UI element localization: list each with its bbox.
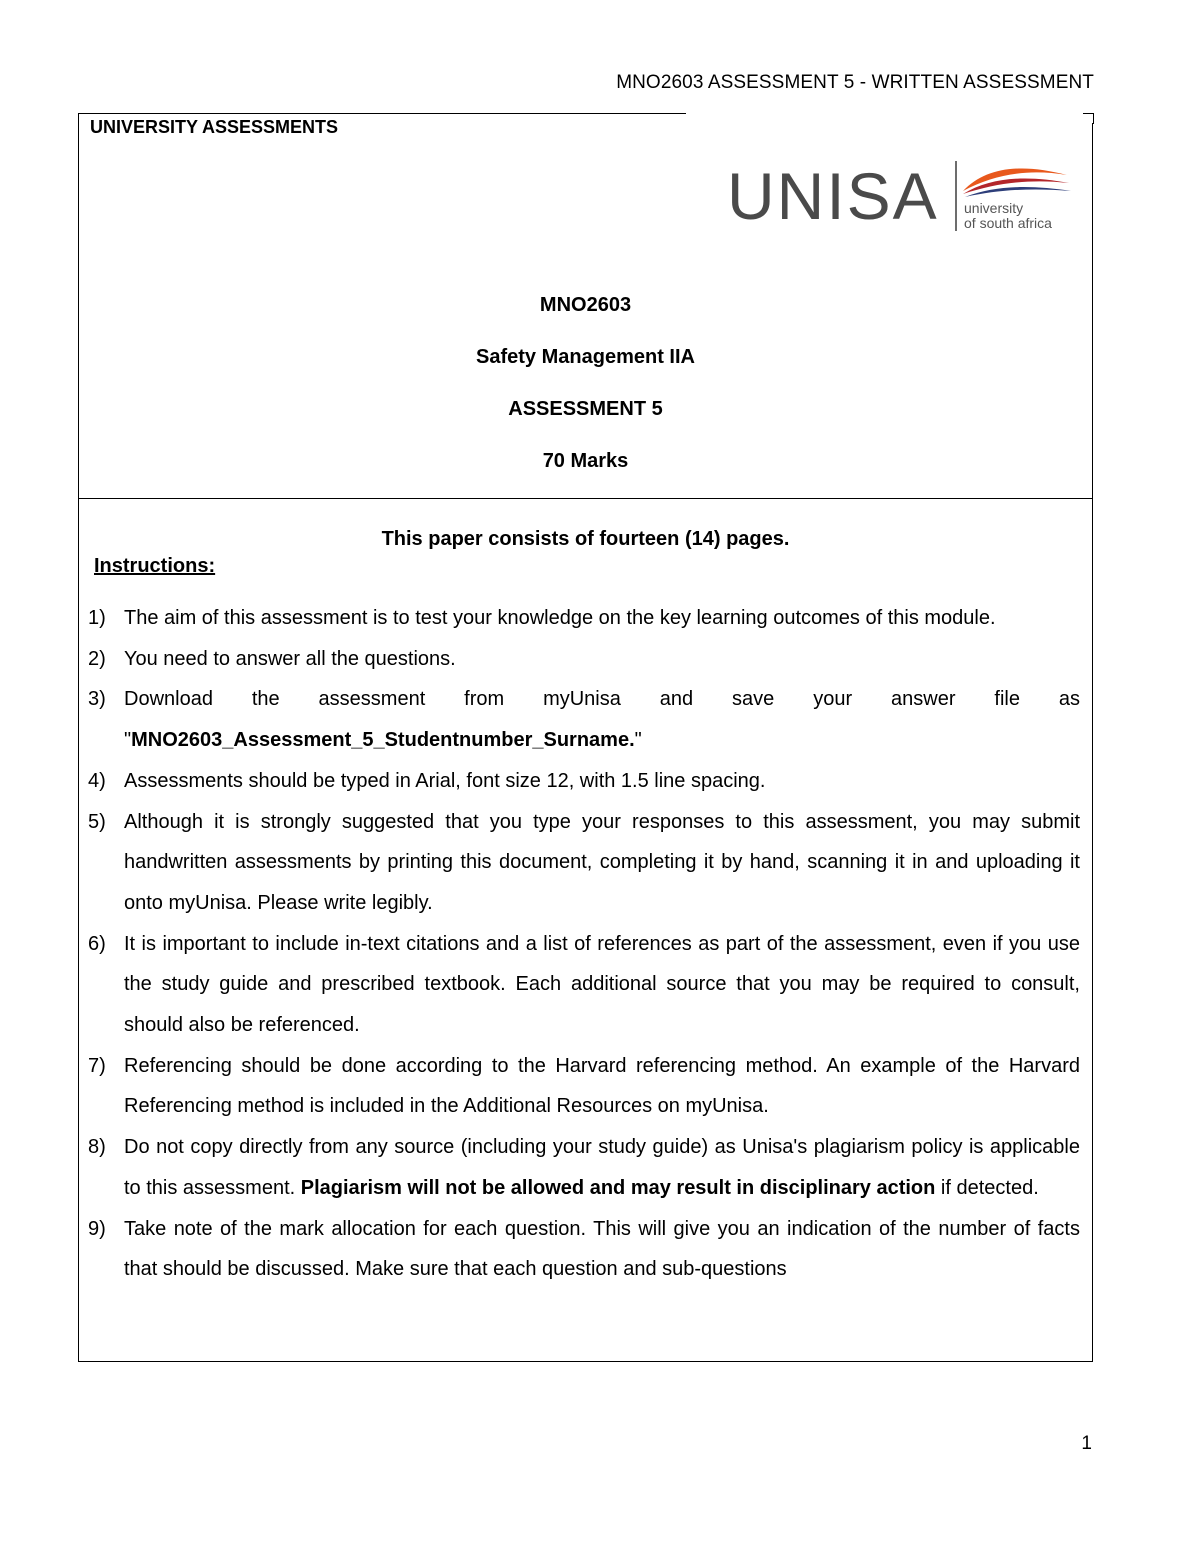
- total-marks: 70 Marks: [542, 450, 629, 472]
- logo-swoosh-icon: [961, 161, 1073, 201]
- instruction-number: 4): [88, 769, 106, 792]
- instruction-text: [124, 688, 1080, 751]
- instruction-number: 1): [88, 607, 106, 629]
- instruction-item: [88, 761, 1080, 802]
- running-header: MNO2603 ASSESSMENT 5 - WRITTEN ASSESSMENT: [616, 72, 1094, 93]
- instruction-text: Take note of the mark allocation for each question. This will give you an indication of the number of facts that should be discussed. Make sure that each question and sub-questions: [124, 1217, 1080, 1281]
- instruction-number: 5): [88, 810, 106, 833]
- unisa-logo: [727, 155, 1077, 235]
- instruction-item: [88, 1046, 1080, 1127]
- instructions-list: [88, 598, 1080, 1290]
- instruction-item: [88, 679, 1080, 760]
- frame-bottom-rule: [78, 1361, 1093, 1362]
- instructions-heading: Instructions:: [94, 555, 216, 577]
- instruction-number: 7): [88, 1054, 106, 1077]
- instruction-text-part: ": [634, 729, 642, 752]
- instruction-number: 3): [88, 688, 106, 711]
- instruction-item: [88, 598, 1080, 639]
- instruction-number: 2): [88, 647, 106, 670]
- plagiarism-warning: Plagiarism will not be allowed and may result in disciplinary action: [300, 1176, 936, 1199]
- page-number: 1: [1081, 1433, 1092, 1454]
- instruction-text: [124, 1136, 1080, 1199]
- logo-tagline-line2: of south africa: [964, 215, 1052, 231]
- instruction-text-part: Download the assessment from myUnisa and save your answer file as ": [124, 688, 1080, 752]
- instruction-item: [88, 802, 1080, 924]
- module-code: MNO2603: [539, 294, 632, 316]
- org-label: UNIVERSITY ASSESSMENTS: [90, 117, 339, 137]
- instruction-number: 6): [88, 932, 106, 955]
- instruction-item: [88, 924, 1080, 1046]
- instruction-text-part: if detected.: [935, 1176, 1039, 1199]
- instruction-text: Although it is strongly suggested that you type your responses to this assessment, you may submit handwritten assessments by printing this document, completing it by hand, scanning it in and uploading it onto myUnisa. Please write legibly.: [124, 810, 1080, 914]
- filename-format: MNO2603_Assessment_5_Studentnumber_Surname.: [131, 729, 635, 752]
- instruction-text: It is important to include in-text citations and a list of references as part of the assessment, even if you use the study guide and prescribed textbook. Each additional source that you may be required to consult, should also be referenced.: [124, 932, 1080, 1037]
- assessment-title: ASSESSMENT 5: [508, 398, 663, 420]
- logo-tagline-line1: university: [964, 200, 1024, 216]
- page-count-note: This paper consists of fourteen (14) pages.: [381, 528, 790, 550]
- instruction-text-part: Do not copy directly from any source (including your study guide) as Unisa's plagiarism policy is applicable to this assessment.: [124, 1136, 1080, 1199]
- module-name: Safety Management IIA: [476, 346, 695, 368]
- instruction-item: [88, 639, 1080, 680]
- logo-tagline: [964, 201, 1052, 231]
- logo-wordmark: UNISA: [727, 159, 939, 233]
- instruction-text: You need to answer all the questions.: [124, 647, 456, 670]
- logo-divider-bar: [955, 161, 957, 231]
- frame-top-rule: [78, 113, 686, 114]
- frame-divider: [78, 498, 1093, 499]
- instruction-text: Assessments should be typed in Arial, font size 12, with 1.5 line spacing.: [124, 769, 766, 792]
- instruction-text: The aim of this assessment is to test your knowledge on the key learning outcomes of this module.: [124, 607, 996, 629]
- instruction-item: [88, 1209, 1080, 1290]
- instruction-item: [88, 1127, 1080, 1208]
- instruction-number: 8): [88, 1136, 106, 1159]
- instruction-number: 9): [88, 1217, 106, 1240]
- instruction-text: Referencing should be done according to the Harvard referencing method. An example of the Harvard Referencing method is included in the Additional Resources on myUnisa.: [124, 1054, 1080, 1118]
